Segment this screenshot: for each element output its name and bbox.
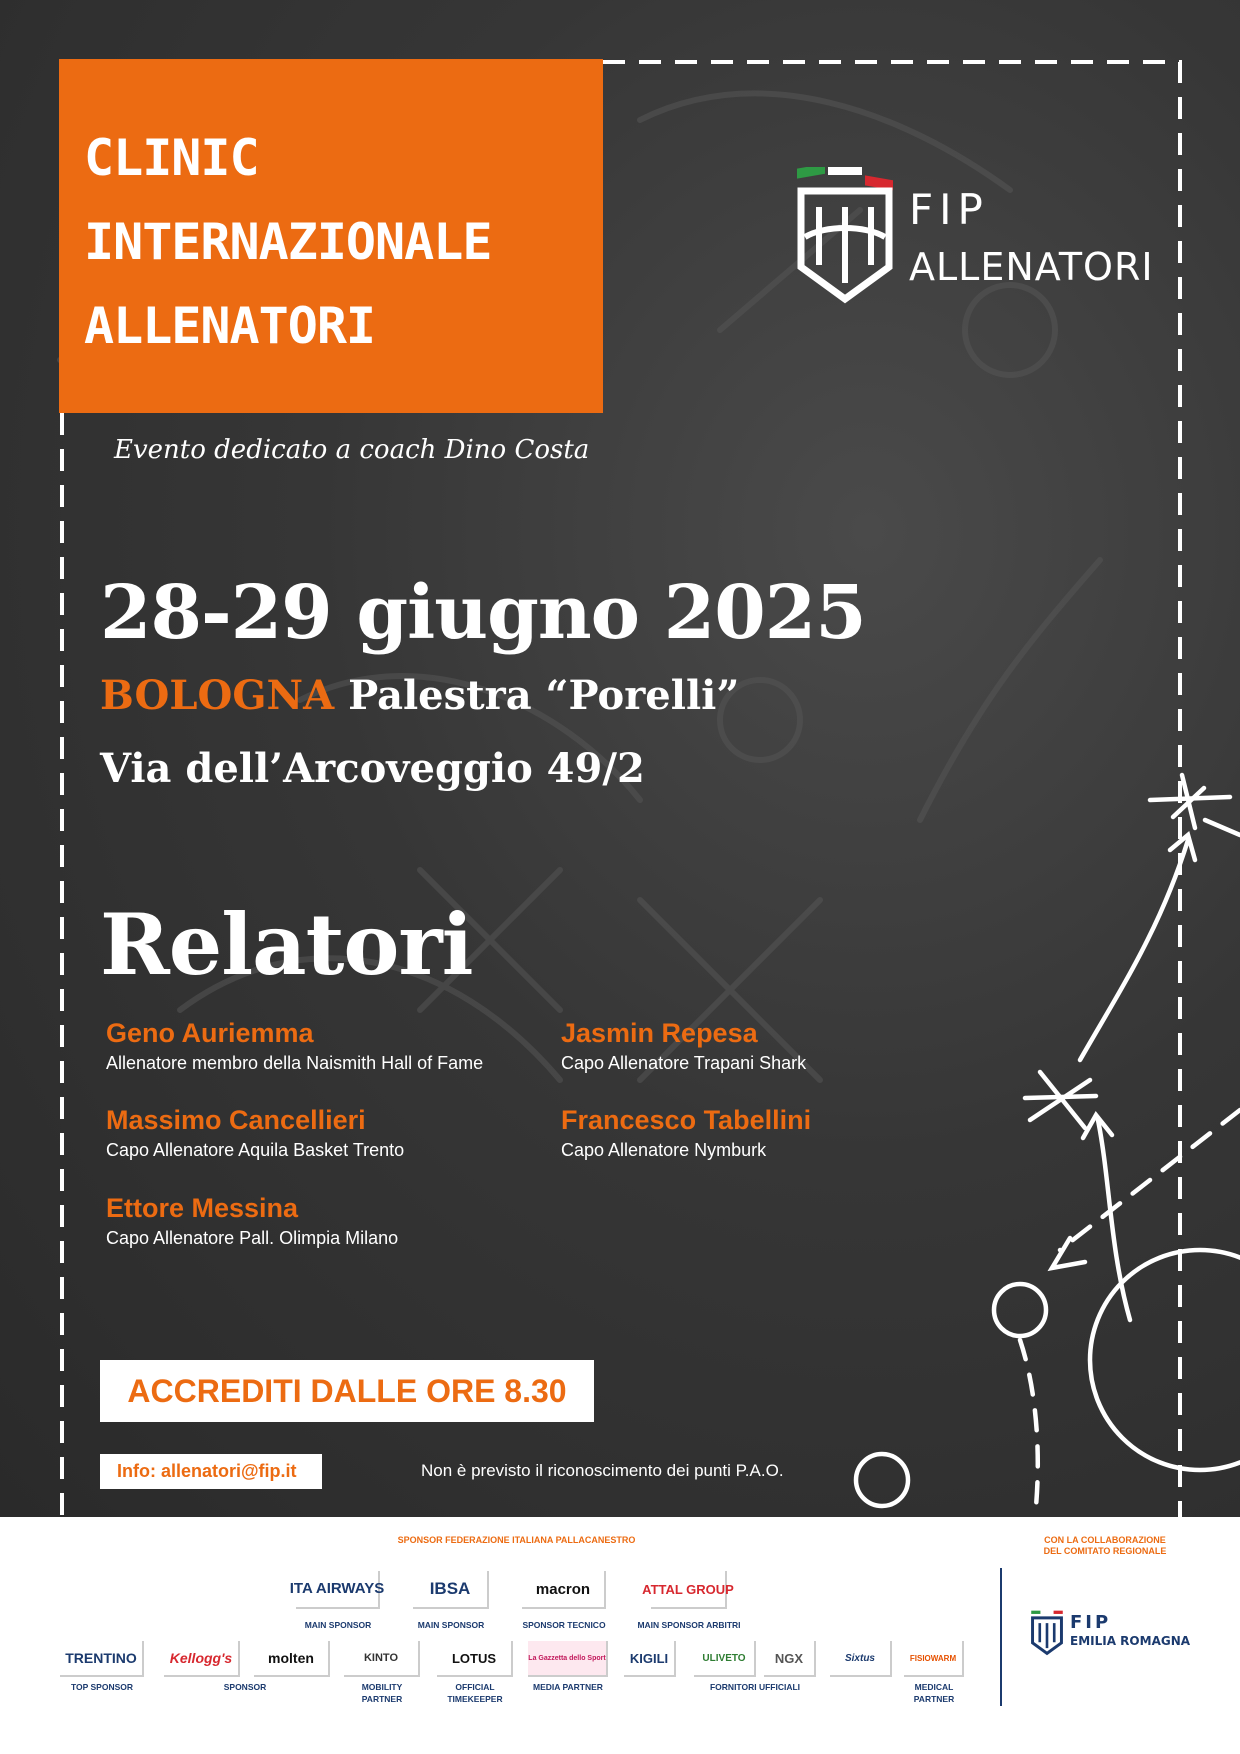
speaker-name: Massimo Cancellieri <box>106 1105 366 1135</box>
sponsor-strip <box>0 1517 1240 1754</box>
fip-allenatori-logo <box>795 167 1154 307</box>
speaker-role: Allenatore membro della Naismith Hall of Fame <box>106 1053 484 1073</box>
venue-city: BOLOGNA <box>100 672 335 719</box>
speaker-item <box>106 1105 404 1161</box>
event-address: Via dell’Arcoveggio 49/2 <box>100 745 645 792</box>
sponsor-logo-kigili[interactable]: KIGILI <box>624 1641 676 1677</box>
er-logo-fip: FIP <box>1070 1612 1112 1633</box>
sponsor-caption: FORNITORI UFFICIALI <box>709 1682 801 1692</box>
sponsor-header: SPONSOR FEDERAZIONE ITALIANA PALLACANESTRO <box>397 1535 636 1545</box>
er-logo-region: EMILIA ROMAGNA <box>1070 1634 1191 1648</box>
event-title-line: CLINIC <box>84 129 259 187</box>
speaker-role: Capo Allenatore Nymburk <box>561 1140 767 1160</box>
speaker-name: Francesco Tabellini <box>561 1105 812 1135</box>
speaker-item <box>561 1105 811 1161</box>
sponsor-caption: TOP SPONSOR <box>70 1682 134 1692</box>
sponsor-caption: MAIN SPONSOR ARBITRI <box>637 1620 741 1630</box>
sponsor-divider <box>1000 1568 1002 1706</box>
speaker-name: Jasmin Repesa <box>561 1018 758 1048</box>
sponsor-caption: MAIN SPONSOR <box>304 1620 372 1630</box>
sponsor-logo-ita-airways[interactable]: ITA AIRWAYS <box>296 1571 380 1609</box>
sponsor-caption: SPONSOR TECNICO <box>522 1620 606 1630</box>
speaker-role: Capo Allenatore Pall. Olimpia Milano <box>106 1228 399 1248</box>
logo-line-fip: FIP <box>909 185 989 234</box>
event-title-box <box>59 59 603 413</box>
fip-shield-icon <box>1030 1610 1064 1656</box>
pao-note: Non è previsto il riconoscimento dei punti P.A.O. <box>421 1461 784 1480</box>
regional-header: CON LA COLLABORAZIONE DEL COMITATO REGIONALE <box>1043 1535 1167 1556</box>
speaker-item <box>106 1018 483 1074</box>
speaker-item <box>106 1193 398 1249</box>
sponsor-logo-ibsa[interactable]: IBSA <box>413 1571 489 1609</box>
accreditation-banner: ACCREDITI DALLE ORE 8.30 <box>100 1360 594 1422</box>
logo-line-allenatori: ALLENATORI <box>909 245 1154 289</box>
speaker-item <box>561 1018 806 1074</box>
speakers-heading: Relatori <box>100 895 473 994</box>
sponsor-logo-sixtus[interactable]: Sixtus <box>830 1641 892 1677</box>
sponsor-logo-uliveto[interactable]: ULIVETO <box>694 1641 756 1677</box>
event-title-line: INTERNAZIONALE <box>84 213 492 271</box>
event-date: 28-29 giugno 2025 <box>100 570 866 656</box>
speaker-name: Ettore Messina <box>106 1193 299 1223</box>
sponsor-logo-fisiowarm[interactable]: FISIOWARM <box>904 1641 964 1677</box>
fip-emilia-romagna-logo[interactable] <box>1030 1610 1190 1660</box>
sponsor-logo-kinto[interactable]: KINTO <box>344 1641 420 1677</box>
speaker-role: Capo Allenatore Aquila Basket Trento <box>106 1140 405 1160</box>
sponsor-caption: OFFICIAL TIMEKEEPER <box>447 1682 503 1704</box>
sponsor-logo-trentino[interactable]: TRENTINO <box>60 1641 144 1677</box>
sponsor-logo-ngx[interactable]: NGX <box>764 1641 816 1677</box>
fip-shield-icon <box>795 167 895 307</box>
sponsor-logo-attal[interactable]: ATTAL GROUP <box>651 1571 727 1609</box>
sponsor-caption: MOBILITY PARTNER <box>361 1682 403 1704</box>
event-title-line: ALLENATORI <box>84 297 376 355</box>
event-venue <box>100 672 739 719</box>
speaker-role: Capo Allenatore Trapani Shark <box>561 1053 807 1073</box>
sponsor-caption: MEDICAL PARTNER <box>913 1682 955 1704</box>
venue-place: Palestra “Porelli” <box>348 672 740 719</box>
sponsor-logo-molten[interactable]: molten <box>254 1641 330 1677</box>
sponsor-logo-lotus[interactable]: LOTUS <box>437 1641 513 1677</box>
sponsor-caption: MAIN SPONSOR <box>417 1620 485 1630</box>
sponsor-logo-macron[interactable]: macron <box>522 1571 606 1609</box>
sponsor-logo-gazzetta[interactable]: La Gazzetta dello Sport <box>528 1641 608 1677</box>
dedication-text: Evento dedicato a coach Dino Costa <box>114 435 590 465</box>
sponsor-caption: SPONSOR <box>223 1682 267 1692</box>
sponsor-caption: MEDIA PARTNER <box>533 1682 603 1692</box>
speaker-name: Geno Auriemma <box>106 1018 314 1048</box>
info-email-link[interactable]: Info: allenatori@fip.it <box>100 1454 322 1489</box>
sponsor-logo-kelloggs[interactable]: Kellogg's <box>164 1641 240 1677</box>
